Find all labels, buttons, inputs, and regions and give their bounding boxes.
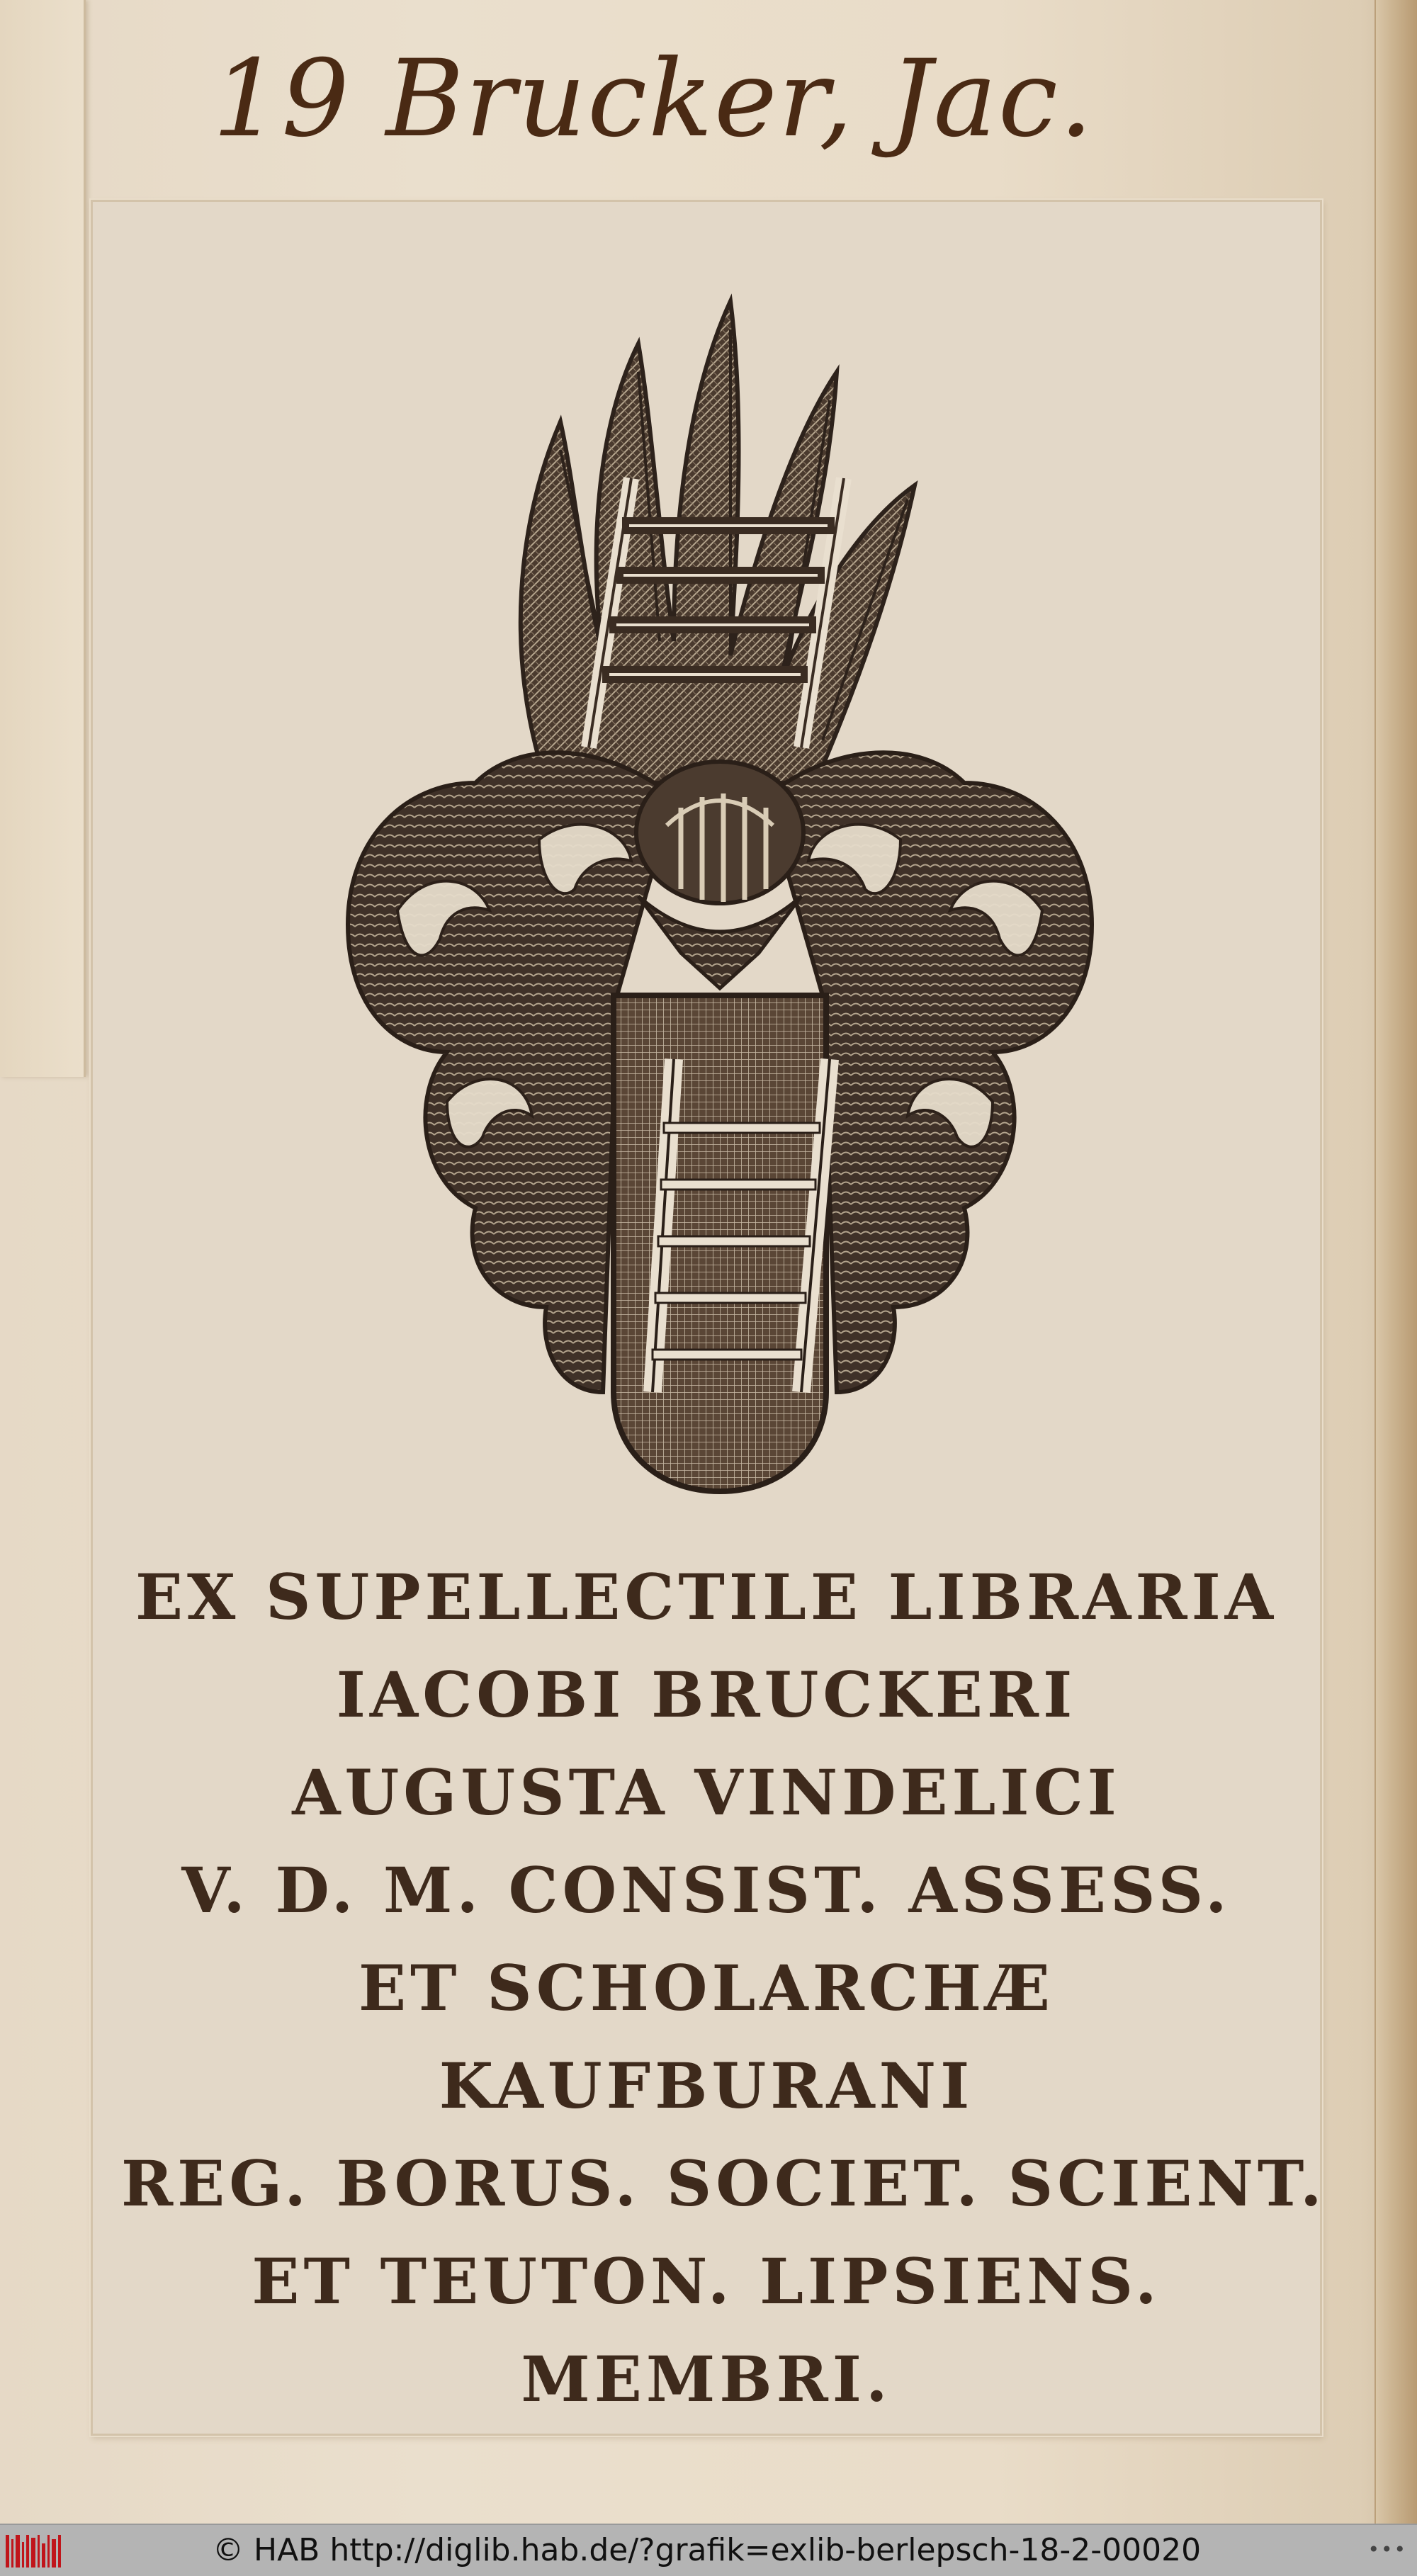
adjacent-paper-strip [0, 0, 86, 1077]
ellipsis-icon[interactable]: ••• [1367, 2538, 1407, 2561]
inscription-line-7: REG. BORUS. SOCIET. SCIENT. [121, 2147, 1326, 2220]
inscription-line-2: IACOBI BRUCKERI [336, 1658, 1077, 1732]
hab-barcode-logo-icon[interactable] [6, 2535, 61, 2567]
page-edge [1374, 0, 1417, 2524]
credit-link[interactable]: © HAB http://diglib.hab.de/?grafik=exlib-berlepsch-18-2-00020 [213, 2532, 1202, 2568]
inscription-line-1: EX SUPELLECTILE LIBRARIA [135, 1560, 1278, 1634]
bookplate-inscription [121, 1548, 1326, 2428]
inscription-line-4: V. D. M. CONSIST. ASSESS. [181, 1853, 1231, 1927]
inscription-line-3: AUGUSTA VINDELICI [292, 1756, 1121, 1829]
handwritten-annotation: 19 Brucker, Jac. [213, 38, 1095, 161]
plume-feathers [521, 301, 915, 783]
image-credit-bar [0, 2524, 1417, 2576]
coat-of-arms-ladder-icon [305, 287, 1134, 1506]
helmet [636, 762, 803, 988]
inscription-line-8: ET TEUTON. LIPSIENS. [252, 2244, 1161, 2318]
inscription-line-9: MEMBRI. [521, 2342, 892, 2416]
inscription-line-6: KAUFBURANI [439, 2049, 974, 2123]
bookplate [91, 200, 1326, 2436]
inscription-line-5: ET SCHOLARCHÆ [358, 1951, 1055, 2025]
